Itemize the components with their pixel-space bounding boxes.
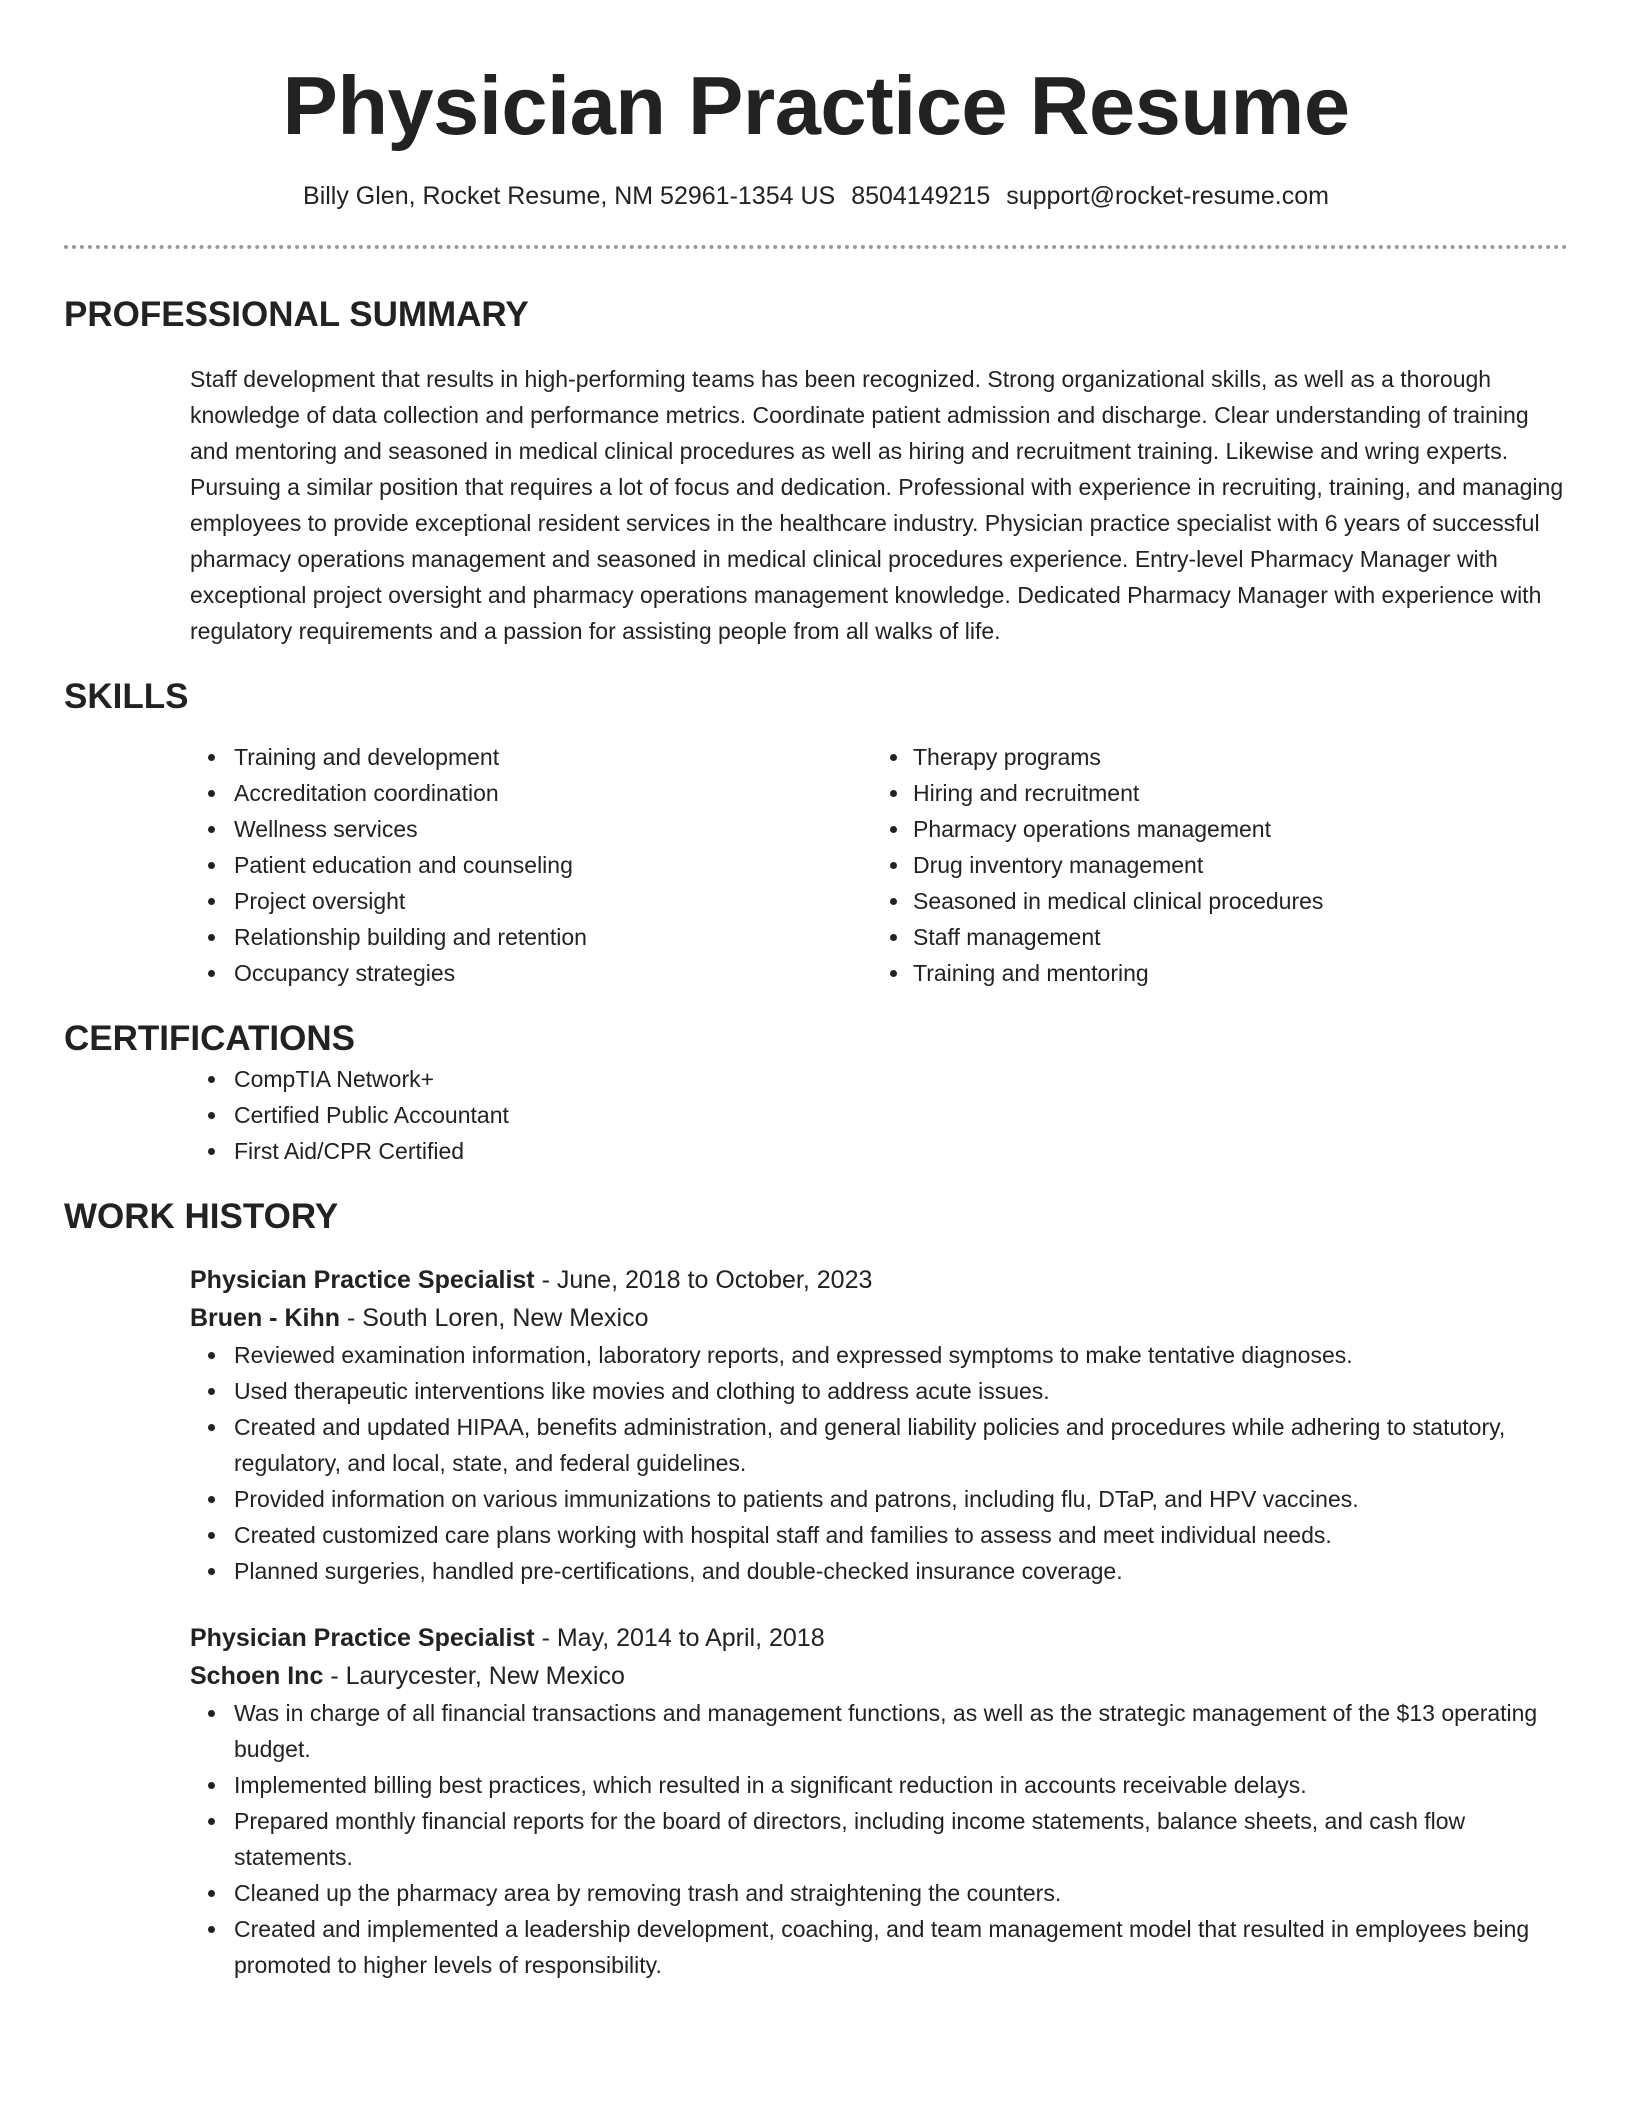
skill-item: Relationship building and retention — [64, 919, 913, 955]
job-bullet: Used therapeutic interventions like movies and clothing to address acute issues. — [64, 1373, 1568, 1409]
job-company-line — [190, 1657, 1568, 1695]
job-bullet: Prepared monthly financial reports for the board of directors, including income statements, balance sheets, and cash flow statements. — [64, 1803, 1568, 1875]
skill-item: Training and mentoring — [913, 955, 1568, 991]
certification-item: CompTIA Network+ — [64, 1061, 1568, 1097]
job-title: Physician Practice Specialist — [190, 1624, 535, 1652]
job-bullet: Provided information on various immunizations to patients and patrons, including flu, DTaP, and HPV vaccines. — [64, 1481, 1568, 1517]
contact-phone: 8504149215 — [851, 182, 991, 210]
job-title: Physician Practice Specialist — [190, 1266, 535, 1294]
job-company-line — [190, 1299, 1568, 1337]
skill-item: Hiring and recruitment — [913, 775, 1568, 811]
job-location: - South Loren, New Mexico — [340, 1304, 649, 1332]
job-bullet: Created and updated HIPAA, benefits administration, and general liability policies and procedures while adhering to statutory, regulatory, and local, state, and federal guidelines. — [64, 1409, 1568, 1481]
skills-list — [64, 739, 1568, 991]
certifications-list — [64, 1061, 1568, 1169]
page-title: Physician Practice Resume — [282, 59, 1350, 152]
skills-column-left — [64, 739, 913, 991]
resume-page — [64, 0, 1568, 1983]
certification-item: Certified Public Accountant — [64, 1097, 1568, 1133]
certifications-heading: CERTIFICATIONS — [64, 1019, 356, 1058]
skill-item: Staff management — [913, 919, 1568, 955]
job-bullet: Reviewed examination information, laboratory reports, and expressed symptoms to make tentative diagnoses. — [64, 1337, 1568, 1373]
certification-item: First Aid/CPR Certified — [64, 1133, 1568, 1169]
job-bullet: Created customized care plans working with hospital staff and families to assess and meet individual needs. — [64, 1517, 1568, 1553]
job-bullet: Was in charge of all financial transactions and management functions, as well as the strategic management of the $13 operating budget. — [64, 1695, 1568, 1767]
contact-email: support@rocket-resume.com — [1006, 182, 1329, 210]
skills-column-right — [913, 739, 1568, 991]
job-dates: - June, 2018 to October, 2023 — [534, 1266, 873, 1294]
job-location: - Laurycester, New Mexico — [323, 1662, 625, 1690]
job-company: Schoen Inc — [190, 1662, 324, 1690]
skills-heading: SKILLS — [64, 677, 189, 716]
job-title-line — [190, 1619, 1568, 1657]
skill-item: Pharmacy operations management — [913, 811, 1568, 847]
job-entry — [190, 1619, 1568, 1695]
skill-item: Drug inventory management — [913, 847, 1568, 883]
skill-item: Therapy programs — [913, 739, 1568, 775]
job-bullet: Implemented billing best practices, which resulted in a significant reduction in accounts receivable delays. — [64, 1767, 1568, 1803]
job-bullets — [64, 1337, 1568, 1589]
skill-item: Project oversight — [64, 883, 913, 919]
job-dates: - May, 2014 to April, 2018 — [534, 1624, 825, 1652]
skill-item: Occupancy strategies — [64, 955, 913, 991]
skill-item: Patient education and counseling — [64, 847, 913, 883]
work-history-heading: WORK HISTORY — [64, 1197, 339, 1236]
contact-address: Billy Glen, Rocket Resume, NM 52961-1354 US — [303, 182, 836, 210]
skill-item: Accreditation coordination — [64, 775, 913, 811]
job-bullets — [64, 1695, 1568, 1983]
job-company: Bruen - Kihn — [190, 1304, 340, 1332]
job-bullet: Planned surgeries, handled pre-certifications, and double-checked insurance coverage. — [64, 1553, 1568, 1589]
job-title-line — [190, 1261, 1568, 1299]
summary-text: Staff development that results in high-performing teams has been recognized. Strong organizational skills, as well as a thorough knowledge of data collection and performance metrics. Coordinate patient admission and discharge. Clear understanding of training and mentoring and seasoned in medical clinical procedures as well as hiring and recruitment training. Likewise and wring experts. Pursuing a similar position that requires a lot of focus and dedication. Professional with experience in recruiting, training, and managing employees to provide exceptional resident services in the healthcare industry. Physician practice specialist with 6 years of successful pharmacy operations management and seasoned in medical clinical procedures experience. Entry-level Pharmacy Manager with exceptional project oversight and pharmacy operations management knowledge. Dedicated Pharmacy Manager with experience with regulatory requirements and a passion for assisting people from all walks of life. — [190, 366, 1564, 644]
job-bullet: Created and implemented a leadership development, coaching, and team management model that resulted in employees being promoted to higher levels of responsibility. — [64, 1911, 1568, 1983]
skill-item: Seasoned in medical clinical procedures — [913, 883, 1568, 919]
job-entry — [190, 1261, 1568, 1337]
skill-item: Training and development — [64, 739, 913, 775]
summary-heading: PROFESSIONAL SUMMARY — [64, 295, 529, 334]
skill-item: Wellness services — [64, 811, 913, 847]
header-divider — [64, 245, 1568, 249]
job-bullet: Cleaned up the pharmacy area by removing trash and straightening the counters. — [64, 1875, 1568, 1911]
contact-line — [64, 180, 1568, 212]
